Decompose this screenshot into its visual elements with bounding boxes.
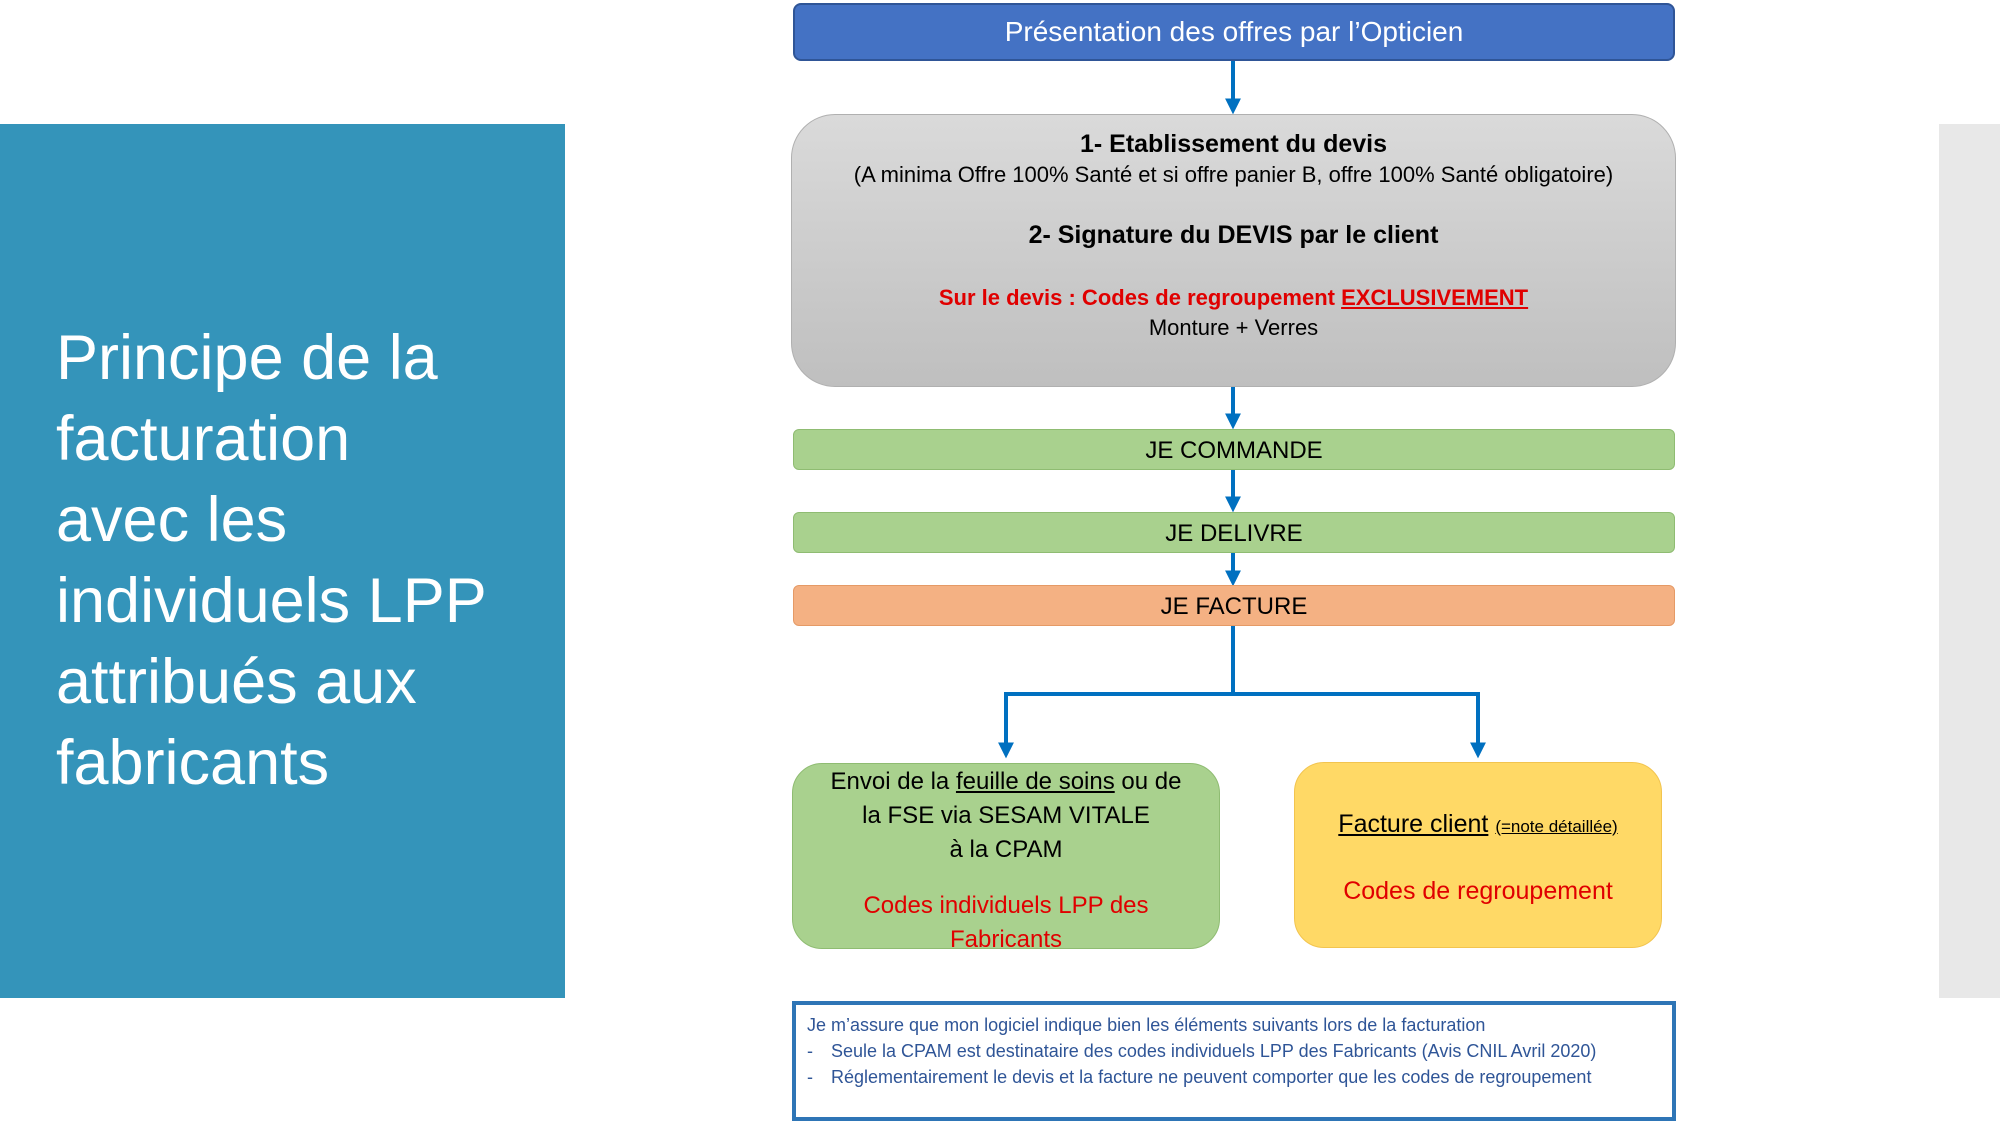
devis-codes-emphasis: EXCLUSIVEMENT: [1341, 285, 1529, 310]
title-line: facturation: [56, 404, 351, 474]
cpam-line1: [793, 765, 1219, 799]
title-line: attribués aux: [56, 647, 417, 717]
commande-step: [793, 429, 1675, 470]
cpam-line1-prefix: Envoi de la: [830, 768, 956, 795]
devis-codes-line: [792, 283, 1675, 313]
cpam-line3: à la CPAM: [949, 836, 1063, 863]
client-invoice-box: [1294, 762, 1662, 948]
commande-label: JE COMMANDE: [1145, 437, 1323, 464]
client-invoice-note: (=note détaillée): [1495, 817, 1618, 836]
delivre-step: [793, 512, 1675, 553]
client-invoice-title: Facture client: [1338, 810, 1489, 838]
note-item: [807, 1038, 1672, 1064]
devis-step2: 2- Signature du DEVIS par le client: [1028, 221, 1439, 249]
note-item-text: Réglementairement le devis et la facture ne peuvent comporter que les codes de regroupement: [831, 1067, 1592, 1087]
client-invoice-title-line: [1295, 807, 1661, 844]
title-line: Principe de la: [56, 323, 438, 393]
branch-connector: [1006, 626, 1233, 752]
title-line: fabricants: [56, 728, 330, 798]
client-invoice-codes: Codes de regroupement: [1343, 877, 1613, 905]
cpam-line2: la FSE via SESAM VITALE: [862, 802, 1150, 829]
devis-codes-prefix: Sur le devis : Codes de regroupement: [938, 285, 1342, 310]
cpam-codes-line2: Fabricants: [949, 926, 1063, 953]
software-note-box: [792, 1001, 1676, 1121]
note-item: [807, 1064, 1672, 1090]
title-line: individuels LPP: [56, 566, 487, 636]
devis-items: Monture + Verres: [1148, 315, 1319, 340]
cpam-box: [792, 763, 1220, 953]
note-item-text: Seule la CPAM est destinataire des codes individuels LPP des Fabricants (Avis CNIL Avril 2020): [831, 1041, 1597, 1061]
branch-connector-right: [1233, 694, 1478, 752]
note-dash: -: [807, 1067, 813, 1087]
note-dash: -: [807, 1041, 813, 1061]
facture-step: [793, 585, 1675, 626]
devis-step1: 1- Etablissement du devis: [1079, 130, 1388, 158]
note-intro: Je m’assure que mon logiciel indique bien les éléments suivants lors de la facturation: [807, 1015, 1486, 1035]
devis-step1-detail: (A minima Offre 100% Santé et si offre panier B, offre 100% Santé obligatoire): [853, 162, 1614, 187]
offers-presentation-label: Présentation des offres par l’Opticien: [1004, 16, 1464, 47]
facture-label: JE FACTURE: [1160, 593, 1308, 620]
devis-box: [791, 114, 1676, 387]
delivre-label: JE DELIVRE: [1165, 520, 1303, 547]
offers-presentation-box: [793, 3, 1675, 61]
title-line: avec les: [56, 485, 288, 555]
cpam-codes-line1: Codes individuels LPP des: [863, 892, 1149, 919]
cpam-line1-suffix: ou de: [1114, 768, 1182, 795]
feuille-de-soins-text: feuille de soins: [955, 768, 1115, 795]
